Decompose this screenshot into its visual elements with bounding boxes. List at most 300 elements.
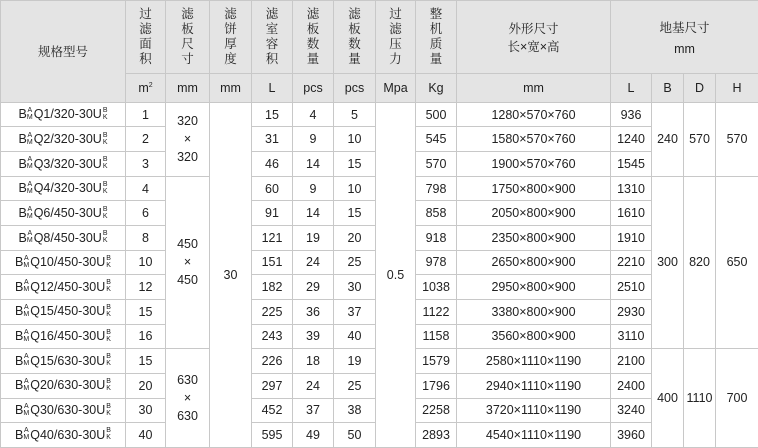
model-super-sub-right (103, 181, 108, 195)
model-sub-m: M (23, 286, 30, 294)
model-code: Q4/320-30U (33, 181, 102, 196)
model-sup-b: B (102, 107, 108, 114)
model-prefix: B (15, 353, 24, 368)
model-sub-m: M (26, 212, 33, 220)
dimensions-cell: 2050×800×900 (457, 201, 611, 226)
model-sub-m: M (26, 114, 33, 121)
plate-size-bottom: 320 (177, 150, 198, 165)
model-sup-b: B (102, 180, 108, 188)
unit-chamber-volume: L (252, 73, 293, 102)
model-cell (1, 349, 126, 374)
header-char: 容 (265, 36, 279, 51)
plate-size-cell (166, 349, 210, 448)
model-sub-m: M (23, 311, 30, 319)
chamber-volume-cell: 226 (252, 349, 293, 374)
plate-count-1-cell: 49 (293, 423, 334, 448)
plate-count-1-cell: 19 (293, 226, 334, 251)
header-plate-size (166, 1, 210, 74)
area-cell: 1 (126, 102, 166, 127)
header-char: 积 (139, 51, 152, 66)
model-super-sub-left (23, 403, 29, 417)
header-char: 量 (306, 51, 320, 66)
header-char: 面 (139, 36, 152, 51)
weight-cell: 1796 (416, 373, 457, 398)
unit-dimensions: mm (457, 73, 611, 102)
model-sup-a: A (23, 279, 29, 287)
unit-plate-count-2: pcs (334, 73, 376, 102)
weight-cell: 798 (416, 176, 457, 201)
model-super-sub-right (103, 156, 108, 170)
foundation-l-cell: 3960 (611, 423, 652, 448)
header-char: 尺 (181, 36, 194, 51)
foundation-l-cell: 3110 (611, 324, 652, 349)
model-sup-b: B (106, 328, 111, 336)
plate-count-2-cell: 10 (334, 127, 376, 152)
model-super-sub-right (106, 427, 111, 441)
model-sub-m: M (26, 138, 33, 146)
header-char: 寸 (181, 51, 194, 66)
foundation-l-cell: 1310 (611, 176, 652, 201)
model-code: Q30/630-30U (30, 402, 106, 417)
header-char: 室 (265, 21, 279, 36)
header-chamber-volume (252, 1, 293, 74)
model-super-sub-right (103, 107, 108, 121)
model-prefix: B (15, 255, 24, 270)
model-code: Q12/450-30U (30, 279, 106, 294)
model-sub-m: M (26, 237, 33, 245)
model-prefix: B (18, 181, 27, 196)
header-char: 厚 (224, 36, 237, 51)
dimensions-cell: 1280×570×760 (457, 102, 611, 127)
plate-size-cell (166, 102, 210, 176)
unit-foundation-l: L (611, 73, 652, 102)
dimensions-cell: 2580×1110×1190 (457, 349, 611, 374)
weight-cell: 1038 (416, 275, 457, 300)
model-sub-k: K (102, 237, 108, 245)
model-sup-a: A (27, 131, 33, 139)
plate-count-1-cell: 14 (293, 152, 334, 177)
header-char: 滤 (139, 21, 152, 36)
model-super-sub-right (106, 279, 111, 293)
model-prefix: B (18, 156, 27, 171)
model-sup-b: B (106, 378, 111, 386)
model-code: Q3/320-30U (33, 156, 102, 171)
model-prefix: B (18, 107, 27, 122)
model-sup-b: B (106, 353, 111, 361)
model-sub-k: K (102, 138, 108, 146)
foundation-b-cell: 300 (652, 176, 684, 348)
header-char: 数 (348, 36, 361, 51)
foundation-unit: mm (674, 41, 695, 56)
header-char: 板 (306, 21, 320, 36)
model-sup-b: B (102, 205, 108, 213)
model-super-sub-right (106, 403, 111, 417)
area-cell: 16 (126, 324, 166, 349)
model-sup-a: A (23, 378, 29, 386)
model-cell (1, 324, 126, 349)
model-super-sub-right (103, 206, 108, 220)
model-sup-a: A (23, 304, 29, 312)
model-super-sub-left (27, 132, 33, 146)
plate-count-2-cell: 38 (334, 398, 376, 423)
plate-count-2-cell: 40 (334, 324, 376, 349)
plate-count-2-cell: 25 (334, 373, 376, 398)
chamber-volume-cell: 15 (252, 102, 293, 127)
header-char: 板 (348, 21, 361, 36)
dimensions-cell: 3560×800×900 (457, 324, 611, 349)
weight-cell: 1579 (416, 349, 457, 374)
model-super-sub-left (23, 279, 29, 293)
model-sub-k: K (102, 163, 108, 171)
area-cell: 15 (126, 349, 166, 374)
header-char: 力 (389, 51, 402, 66)
model-prefix: B (15, 329, 24, 344)
chamber-volume-cell: 225 (252, 299, 293, 324)
model-super-sub-right (106, 255, 111, 269)
model-super-sub-left (27, 230, 33, 244)
plate-count-1-cell: 9 (293, 176, 334, 201)
model-sup-a: A (27, 107, 33, 114)
header-area (126, 1, 166, 74)
header-char: 滤 (306, 6, 320, 21)
chamber-volume-cell: 31 (252, 127, 293, 152)
chamber-volume-cell: 121 (252, 226, 293, 251)
model-prefix: B (15, 378, 24, 393)
plate-size-top: 450 (177, 237, 198, 252)
dimensions-cell: 2950×800×900 (457, 275, 611, 300)
model-sub-k: K (102, 114, 108, 121)
plate-count-1-cell: 24 (293, 250, 334, 275)
foundation-l-cell: 1545 (611, 152, 652, 177)
header-char: 量 (348, 51, 361, 66)
model-cell (1, 299, 126, 324)
plate-count-2-cell: 50 (334, 423, 376, 448)
model-sub-k: K (106, 360, 111, 368)
pressure-cell: 0.5 (376, 102, 416, 447)
plate-size-bottom: 630 (177, 409, 198, 424)
model-super-sub-left (23, 353, 29, 367)
unit-area: $m^2$ (126, 73, 166, 102)
model-super-sub-right (103, 132, 108, 146)
plate-count-2-cell: 5 (334, 102, 376, 127)
header-char: 压 (389, 36, 402, 51)
plate-count-2-cell: 15 (334, 201, 376, 226)
model-sup-b: B (106, 402, 111, 410)
header-char: 积 (265, 51, 279, 66)
chamber-volume-cell: 151 (252, 250, 293, 275)
plate-size-x: × (183, 255, 192, 270)
model-super-sub-right (106, 353, 111, 367)
unit-foundation-h: H (716, 73, 758, 102)
weight-cell: 978 (416, 250, 457, 275)
plate-size-cell (166, 176, 210, 348)
model-super-sub-right (106, 378, 111, 392)
model-super-sub-left (27, 206, 33, 220)
dimensions-cell: 1580×570×760 (457, 127, 611, 152)
foundation-l-cell: 2510 (611, 275, 652, 300)
plate-count-2-cell: 20 (334, 226, 376, 251)
model-sup-b: B (106, 254, 111, 262)
model-sub-k: K (106, 335, 111, 343)
model-sup-b: B (102, 131, 108, 139)
weight-cell: 500 (416, 102, 457, 127)
model-cell (1, 398, 126, 423)
plate-count-2-cell: 37 (334, 299, 376, 324)
dimensions-cell: 1750×800×900 (457, 176, 611, 201)
foundation-l-cell: 1910 (611, 226, 652, 251)
foundation-title: 地基尺寸 (659, 20, 710, 35)
foundation-h-cell: 650 (716, 176, 758, 348)
model-sup-a: A (23, 427, 29, 435)
model-code: Q2/320-30U (33, 131, 102, 146)
model-prefix: B (15, 427, 24, 442)
weight-cell: 1158 (416, 324, 457, 349)
foundation-l-cell: 3240 (611, 398, 652, 423)
model-code: Q6/450-30U (33, 205, 102, 220)
model-sup-b: B (106, 279, 111, 287)
header-char: 滤 (224, 6, 237, 21)
header-char: 滤 (389, 21, 402, 36)
header-plate-count-2 (334, 1, 376, 74)
model-super-sub-left (27, 181, 33, 195)
plate-count-1-cell: 39 (293, 324, 334, 349)
model-sub-k: K (106, 409, 111, 417)
plate-size-top: 630 (177, 373, 198, 388)
header-char: 过 (139, 6, 152, 21)
plate-count-1-cell: 24 (293, 373, 334, 398)
model-prefix: B (18, 230, 27, 245)
foundation-h-cell: 570 (716, 102, 758, 176)
dimensions-cell: 4540×1110×1190 (457, 423, 611, 448)
foundation-h-cell: 700 (716, 349, 758, 448)
model-code: Q15/450-30U (30, 304, 106, 319)
model-prefix: B (15, 402, 24, 417)
model-code: Q16/450-30U (30, 329, 106, 344)
model-super-sub-right (106, 304, 111, 318)
model-cell (1, 423, 126, 448)
model-prefix: B (18, 131, 27, 146)
cake-thickness-cell: 30 (210, 102, 252, 447)
foundation-l-cell: 936 (611, 102, 652, 127)
model-super-sub-left (27, 156, 33, 170)
model-sup-b: B (102, 230, 108, 238)
model-code: Q40/630-30U (30, 427, 106, 442)
weight-cell: 570 (416, 152, 457, 177)
plate-count-1-cell: 37 (293, 398, 334, 423)
chamber-volume-cell: 46 (252, 152, 293, 177)
plate-count-2-cell: 19 (334, 349, 376, 374)
foundation-l-cell: 1610 (611, 201, 652, 226)
plate-size-x: × (183, 132, 192, 147)
model-sub-k: K (106, 434, 111, 442)
model-cell (1, 176, 126, 201)
chamber-volume-cell: 243 (252, 324, 293, 349)
model-sub-m: M (26, 187, 33, 195)
unit-foundation-b: B (652, 73, 684, 102)
dimensions-cell: 2940×1110×1190 (457, 373, 611, 398)
model-sub-m: M (26, 163, 33, 171)
model-sup-a: A (27, 230, 33, 238)
model-sub-m: M (23, 385, 30, 393)
model-code: Q8/450-30U (33, 230, 102, 245)
model-sub-k: K (106, 385, 111, 393)
weight-cell: 545 (416, 127, 457, 152)
model-sup-a: A (23, 402, 29, 410)
model-super-sub-left (23, 378, 29, 392)
plate-count-1-cell: 4 (293, 102, 334, 127)
header-dimensions (457, 1, 611, 74)
model-super-sub-left (23, 329, 29, 343)
model-cell (1, 127, 126, 152)
model-super-sub-left (23, 427, 29, 441)
dims-subtitle: 长×宽×高 (507, 39, 560, 54)
foundation-l-cell: 2930 (611, 299, 652, 324)
chamber-volume-cell: 452 (252, 398, 293, 423)
header-char: 量 (429, 51, 443, 66)
plate-size-bottom: 450 (177, 273, 198, 288)
area-cell: 8 (126, 226, 166, 251)
model-sub-k: K (106, 311, 111, 319)
model-super-sub-right (103, 230, 108, 244)
area-cell: 12 (126, 275, 166, 300)
unit-cake: mm (210, 73, 252, 102)
model-super-sub-right (106, 329, 111, 343)
model-sub-m: M (23, 360, 30, 368)
foundation-l-cell: 2400 (611, 373, 652, 398)
header-pressure (376, 1, 416, 74)
model-prefix: B (15, 279, 24, 294)
model-super-sub-left (27, 107, 33, 121)
chamber-volume-cell: 60 (252, 176, 293, 201)
model-code: Q20/630-30U (30, 378, 106, 393)
header-char: 滤 (181, 6, 194, 21)
header-char: 机 (429, 21, 443, 36)
foundation-d-cell: 570 (684, 102, 716, 176)
header-char: 饼 (224, 21, 237, 36)
model-sub-m: M (23, 434, 30, 442)
unit-plate-size: mm (166, 73, 210, 102)
model-cell (1, 275, 126, 300)
header-char: 滤 (265, 6, 279, 21)
model-sub-m: M (23, 335, 30, 343)
model-sub-k: K (102, 187, 108, 195)
weight-cell: 1122 (416, 299, 457, 324)
model-sub-k: K (106, 286, 111, 294)
chamber-volume-cell: 595 (252, 423, 293, 448)
area-cell: 30 (126, 398, 166, 423)
model-cell (1, 373, 126, 398)
header-model: 规格型号 (1, 1, 126, 103)
area-cell: 15 (126, 299, 166, 324)
area-cell: 2 (126, 127, 166, 152)
model-cell (1, 201, 126, 226)
plate-count-1-cell: 14 (293, 201, 334, 226)
table-row (1, 102, 758, 127)
model-prefix: B (18, 205, 27, 220)
header-weight (416, 1, 457, 74)
model-sub-k: K (106, 261, 111, 269)
header-row (1, 1, 758, 74)
plate-size-x: × (183, 391, 192, 406)
model-super-sub-left (23, 304, 29, 318)
weight-cell: 858 (416, 201, 457, 226)
weight-cell: 2893 (416, 423, 457, 448)
model-sup-b: B (102, 156, 108, 164)
plate-count-1-cell: 29 (293, 275, 334, 300)
chamber-volume-cell: 91 (252, 201, 293, 226)
model-sup-a: A (23, 254, 29, 262)
plate-count-2-cell: 30 (334, 275, 376, 300)
plate-count-2-cell: 15 (334, 152, 376, 177)
plate-count-1-cell: 18 (293, 349, 334, 374)
dimensions-cell: 3380×800×900 (457, 299, 611, 324)
unit-pressure: Mpa (376, 73, 416, 102)
model-sub-m: M (23, 261, 30, 269)
model-sup-a: A (27, 205, 33, 213)
model-sup-a: A (27, 156, 33, 164)
plate-count-2-cell: 10 (334, 176, 376, 201)
header-char: 过 (389, 6, 402, 21)
foundation-b-cell: 240 (652, 102, 684, 176)
header-char: 数 (306, 36, 320, 51)
foundation-l-cell: 1240 (611, 127, 652, 152)
model-code: Q10/450-30U (30, 255, 106, 270)
foundation-d-cell: 820 (684, 176, 716, 348)
model-sup-a: A (23, 328, 29, 336)
model-cell (1, 250, 126, 275)
header-char: 整 (429, 6, 443, 21)
model-cell (1, 152, 126, 177)
dimensions-cell: 1900×570×760 (457, 152, 611, 177)
header-char: 滤 (348, 6, 361, 21)
model-prefix: B (15, 304, 24, 319)
dims-title: 外形尺寸 (508, 21, 559, 36)
model-sup-b: B (106, 427, 111, 435)
unit-foundation-d: D (684, 73, 716, 102)
plate-count-2-cell: 25 (334, 250, 376, 275)
model-super-sub-left (23, 255, 29, 269)
area-cell: 3 (126, 152, 166, 177)
unit-plate-count-1: pcs (293, 73, 334, 102)
model-sup-b: B (106, 304, 111, 312)
dimensions-cell: 2350×800×900 (457, 226, 611, 251)
weight-cell: 918 (416, 226, 457, 251)
header-char: 度 (224, 51, 237, 66)
plate-size-top: 320 (177, 114, 198, 129)
chamber-volume-cell: 297 (252, 373, 293, 398)
foundation-l-cell: 2210 (611, 250, 652, 275)
area-cell: 20 (126, 373, 166, 398)
header-cake-thickness (210, 1, 252, 74)
model-code: Q1/320-30U (33, 107, 102, 122)
weight-cell: 2258 (416, 398, 457, 423)
plate-count-1-cell: 36 (293, 299, 334, 324)
model-code: Q15/630-30U (30, 353, 106, 368)
chamber-volume-cell: 182 (252, 275, 293, 300)
model-cell (1, 226, 126, 251)
area-cell: 4 (126, 176, 166, 201)
foundation-b-cell: 400 (652, 349, 684, 448)
header-char: 质 (429, 36, 443, 51)
dimensions-cell: 2650×800×900 (457, 250, 611, 275)
unit-weight: Kg (416, 73, 457, 102)
plate-count-1-cell: 9 (293, 127, 334, 152)
header-foundation (611, 1, 758, 74)
area-cell: 10 (126, 250, 166, 275)
model-sup-a: A (27, 180, 33, 188)
foundation-d-cell: 1110 (684, 349, 716, 448)
model-sub-k: K (102, 212, 108, 220)
